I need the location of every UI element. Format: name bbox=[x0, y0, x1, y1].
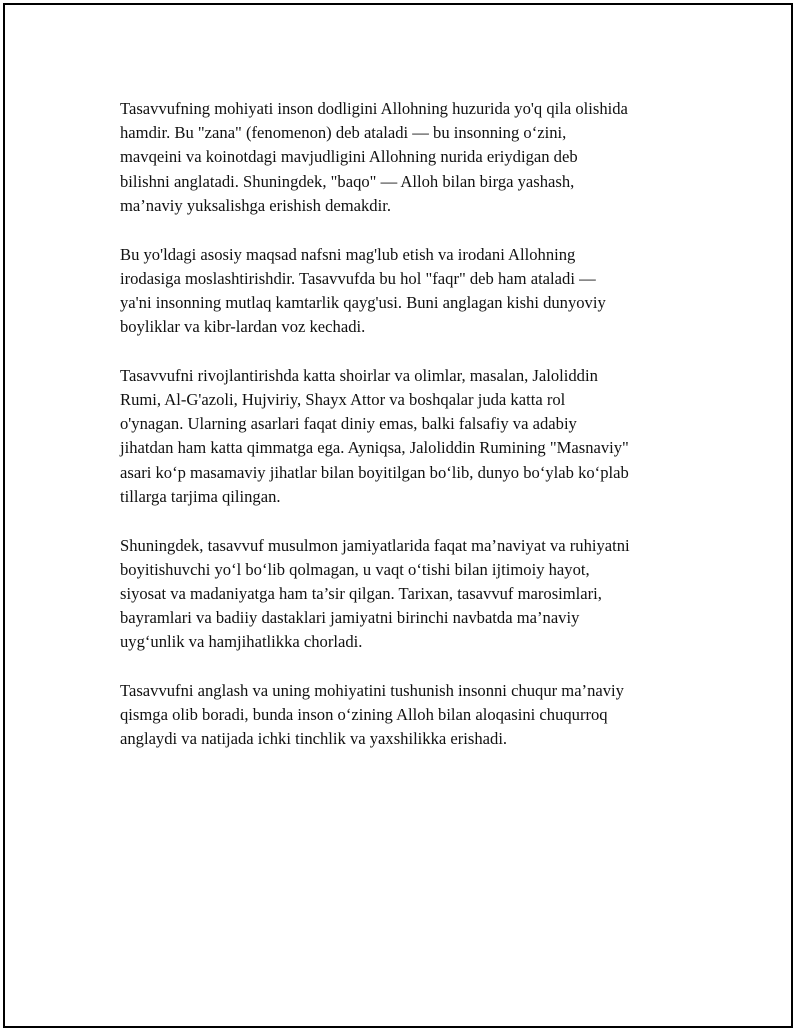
paragraph-line: asari ko‘p masamaviy jihatlar bilan boyitilgan bo‘lib, dunyo bo‘ylab ko‘plab bbox=[120, 462, 629, 482]
paragraph-line: Tasavvufning mohiyati inson dodligini Allohning huzurida yo'q qila olishida bbox=[120, 99, 628, 118]
paragraph-line: ya'ni insonning mutlaq kamtarlik qayg'usi. Buni anglagan kishi dunyoviy bbox=[120, 292, 606, 312]
paragraph-line: bilishni anglatadi. Shuningdek, "baqo" — Alloh bilan birga yashash, bbox=[120, 171, 575, 191]
paragraph-5 bbox=[120, 679, 700, 752]
paragraph-line: Bu yo'ldagi asosiy maqsad nafsni mag'lub etish va irodani Allohning bbox=[120, 244, 576, 264]
paragraph-2 bbox=[120, 243, 700, 340]
paragraph-line: irodasiga moslashtirishdir. Tasavvufda bu hol "faqr" deb ham ataladi — bbox=[120, 268, 596, 288]
paragraph-line: siyosat va madaniyatga ham ta’sir qilgan. Tarixan, tasavvuf marosimlari, bbox=[120, 583, 602, 603]
paragraph-line: hamdir. Bu "zana" (fenomenon) deb ataladi — bu insonning o‘zini, bbox=[120, 123, 567, 143]
paragraph-3 bbox=[120, 364, 700, 509]
paragraph-line: anglaydi va natijada ichki tinchlik va yaxshilikka erishadi. bbox=[120, 729, 508, 749]
paragraph-line: mavqeini va koinotdagi mavjudligini Allohning nurida eriydigan deb bbox=[120, 147, 578, 167]
paragraph-line: Shuningdek, tasavvuf musulmon jamiyatlarida faqat ma’naviyat va ruhiyatni bbox=[120, 535, 630, 555]
document-page bbox=[3, 3, 793, 1028]
paragraph-line: uyg‘unlik va hamjihatlikka chorladi. bbox=[120, 632, 363, 652]
paragraph-4 bbox=[120, 534, 700, 655]
paragraph-line: ma’naviy yuksalishga erishish demakdir. bbox=[120, 195, 391, 215]
paragraph-1 bbox=[120, 97, 700, 218]
paragraph-line: Tasavvufni anglash va uning mohiyatini tushunish insonni chuqur ma’naviy bbox=[120, 681, 624, 701]
paragraph-line: o'ynagan. Ularning asarlari faqat diniy emas, balki falsafiy va adabiy bbox=[120, 414, 577, 434]
paragraph-line: bayramlari va badiiy dastaklari jamiyatni birinchi navbatda ma’naviy bbox=[120, 608, 580, 628]
paragraph-line: boyliklar va kibr-lardan voz kechadi. bbox=[120, 317, 366, 337]
paragraph-line: jihatdan ham katta qimmatga ega. Ayniqsa, Jaloliddin Rumining "Masnaviy" bbox=[120, 438, 629, 458]
paragraph-line: tillarga tarjima qilingan. bbox=[120, 486, 281, 506]
paragraph-line: Rumi, Al-G'azoli, Hujviriy, Shayx Attor va boshqalar juda katta rol bbox=[120, 390, 566, 410]
paragraph-line: boyitishuvchi yo‘l bo‘lib qolmagan, u vaqt o‘tishi bilan ijtimoiy hayot, bbox=[120, 559, 590, 579]
paragraph-line: qismga olib boradi, bunda inson o‘zining Alloh bilan aloqasini chuqurroq bbox=[120, 705, 608, 725]
paragraph-line: Tasavvufni rivojlantirishda katta shoirlar va olimlar, masalan, Jaloliddin bbox=[120, 365, 598, 385]
document-body bbox=[120, 97, 700, 776]
